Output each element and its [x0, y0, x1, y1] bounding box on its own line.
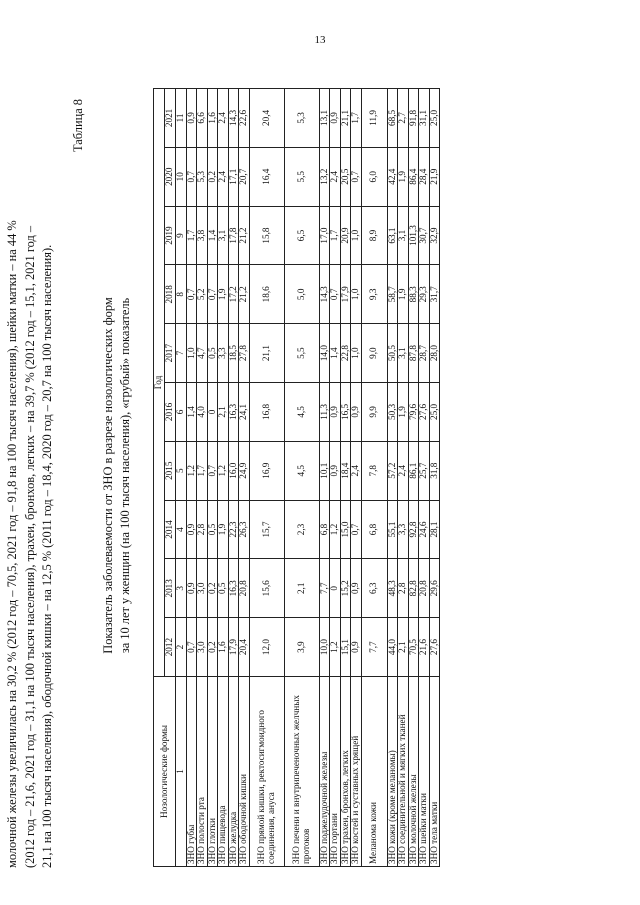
year-header: 2012 [165, 618, 176, 677]
value-cell: 88,3 [408, 265, 419, 324]
nosology-name: ЗНО шейки матки [419, 677, 430, 867]
table-body [186, 89, 440, 867]
value-cell: 7,7 [319, 559, 330, 618]
nosology-name: ЗНО печени и внутрипеченочных желчных протоков [284, 677, 319, 867]
value-cell: 0,9 [351, 559, 362, 618]
table-row [249, 89, 284, 867]
value-cell: 16,9 [249, 441, 284, 500]
year-header: 2016 [165, 383, 176, 442]
value-cell: 28,7 [419, 324, 430, 383]
index-cell: 11 [176, 89, 187, 148]
value-cell: 2,7 [398, 89, 409, 148]
table-row [419, 89, 430, 867]
value-cell: 20,5 [340, 147, 351, 206]
value-cell: 21,2 [239, 206, 250, 265]
value-cell: 20,8 [239, 559, 250, 618]
nosology-name: ЗНО полости рта [197, 677, 208, 867]
table-row [429, 89, 440, 867]
index-cell: 1 [176, 677, 187, 867]
year-header: 2015 [165, 441, 176, 500]
value-cell: 27,8 [239, 324, 250, 383]
value-cell: 18,6 [249, 265, 284, 324]
nosology-name: ЗНО прямой кишки, ректосигмоидного соединения, ануса [249, 677, 284, 867]
value-cell: 18,4 [340, 441, 351, 500]
index-cell: 5 [176, 441, 187, 500]
value-cell: 6,8 [319, 500, 330, 559]
index-cell: 2 [176, 618, 187, 677]
value-cell: 16,5 [340, 383, 351, 442]
caption-line: Показатель заболеваемости от ЗНО в разрезе нозологических форм [101, 297, 115, 654]
nosology-name: Меланома кожи [361, 677, 387, 867]
nosology-name: ЗНО ободочной кишки [239, 677, 250, 867]
value-cell: 2,3 [284, 500, 319, 559]
value-cell: 28,0 [429, 324, 440, 383]
value-cell: 91,8 [408, 89, 419, 148]
value-cell: 2,4 [330, 147, 341, 206]
value-cell: 3,1 [398, 324, 409, 383]
nosology-name: ЗНО соединительной и мягких тканей [398, 677, 409, 867]
table-row [218, 89, 229, 867]
value-cell: 27,6 [429, 618, 440, 677]
value-cell: 16,3 [228, 559, 239, 618]
value-cell: 2,1 [218, 383, 229, 442]
value-cell: 3,1 [398, 206, 409, 265]
value-cell: 25,0 [429, 89, 440, 148]
value-cell: 32,9 [429, 206, 440, 265]
paragraph-line: (2012 год – 21,6, 2021 год – 31,1 на 100 тысяч населения), трахеи, бронхов, легких – на 39,7 % (2012 год – 15,1, 2021 год – [22, 225, 37, 868]
value-cell: 1,4 [207, 206, 218, 265]
value-cell: 22,6 [239, 89, 250, 148]
value-cell: 5,3 [197, 147, 208, 206]
value-cell: 15,6 [249, 559, 284, 618]
column-header-forms: Нозологические формы [154, 677, 176, 867]
value-cell: 3,0 [197, 559, 208, 618]
value-cell: 14,3 [228, 89, 239, 148]
value-cell: 70,5 [408, 618, 419, 677]
page-number: 13 [314, 34, 326, 46]
value-cell: 0,7 [330, 265, 341, 324]
value-cell: 15,8 [249, 206, 284, 265]
table-row [319, 89, 330, 867]
value-cell: 7,8 [361, 441, 387, 500]
table-row [398, 89, 409, 867]
value-cell: 17,1 [228, 147, 239, 206]
index-row [176, 89, 187, 867]
column-header-year-group: Год [154, 89, 165, 677]
value-cell: 0,9 [330, 441, 341, 500]
value-cell: 18,5 [228, 324, 239, 383]
value-cell: 17,9 [228, 618, 239, 677]
value-cell: 0,7 [207, 265, 218, 324]
value-cell: 5,0 [284, 265, 319, 324]
nosology-name: ЗНО желудка [228, 677, 239, 867]
value-cell: 20,4 [239, 618, 250, 677]
value-cell: 31,7 [429, 265, 440, 324]
value-cell: 57,2 [387, 441, 398, 500]
nosology-name: ЗНО глотки [207, 677, 218, 867]
value-cell: 86,1 [408, 441, 419, 500]
value-cell: 2,8 [197, 500, 208, 559]
value-cell: 2,8 [398, 559, 409, 618]
value-cell: 1,6 [207, 89, 218, 148]
table-caption [100, 83, 134, 868]
value-cell: 11,3 [319, 383, 330, 442]
value-cell: 20,7 [239, 147, 250, 206]
value-cell: 3,1 [218, 206, 229, 265]
index-cell: 3 [176, 559, 187, 618]
value-cell: 27,6 [419, 383, 430, 442]
value-cell: 5,5 [284, 324, 319, 383]
value-cell: 16,3 [228, 383, 239, 442]
table-row [228, 89, 239, 867]
value-cell: 1,0 [351, 324, 362, 383]
value-cell: 1,2 [330, 500, 341, 559]
value-cell: 63,1 [387, 206, 398, 265]
value-cell: 29,6 [429, 559, 440, 618]
value-cell: 3,0 [197, 618, 208, 677]
value-cell: 17,0 [319, 206, 330, 265]
value-cell: 6,3 [361, 559, 387, 618]
value-cell: 1,7 [197, 441, 208, 500]
paragraph-line: молочной железы увеличилась на 30,2 % (2012 год – 70,5, 2021 год – 91,8 на 100 тысяч населения), шейки матки – на 44 % [5, 220, 19, 868]
value-cell: 0,7 [186, 265, 197, 324]
incidence-table [153, 88, 440, 867]
nosology-name: ЗНО губы [186, 677, 197, 867]
value-cell: 20,8 [419, 559, 430, 618]
value-cell: 9,9 [361, 383, 387, 442]
value-cell: 0,9 [186, 89, 197, 148]
value-cell: 28,4 [419, 147, 430, 206]
value-cell: 1,9 [398, 383, 409, 442]
value-cell: 15,0 [340, 500, 351, 559]
value-cell: 26,3 [239, 500, 250, 559]
nosology-name: ЗНО тела матки [429, 677, 440, 867]
table-row [239, 89, 250, 867]
value-cell: 17,8 [228, 206, 239, 265]
value-cell: 6,0 [361, 147, 387, 206]
value-cell: 101,3 [408, 206, 419, 265]
value-cell: 25,7 [419, 441, 430, 500]
table-row [330, 89, 341, 867]
value-cell: 5,2 [197, 265, 208, 324]
value-cell: 79,6 [408, 383, 419, 442]
value-cell: 2,4 [351, 441, 362, 500]
value-cell: 16,4 [249, 147, 284, 206]
index-cell: 8 [176, 265, 187, 324]
value-cell: 5,5 [284, 147, 319, 206]
table-row [340, 89, 351, 867]
value-cell: 21,1 [249, 324, 284, 383]
table-row [361, 89, 387, 867]
value-cell: 0,2 [207, 559, 218, 618]
value-cell: 30,7 [419, 206, 430, 265]
value-cell: 15,7 [249, 500, 284, 559]
value-cell: 9,3 [361, 265, 387, 324]
value-cell: 10,1 [319, 441, 330, 500]
value-cell: 1,9 [398, 147, 409, 206]
value-cell: 1,4 [330, 324, 341, 383]
value-cell: 92,8 [408, 500, 419, 559]
value-cell: 0,5 [207, 500, 218, 559]
year-header: 2018 [165, 265, 176, 324]
table-row [408, 89, 419, 867]
year-header: 2014 [165, 500, 176, 559]
index-cell: 7 [176, 324, 187, 383]
value-cell: 1,9 [218, 500, 229, 559]
index-cell: 9 [176, 206, 187, 265]
value-cell: 17,9 [340, 265, 351, 324]
table-number: Таблица 8 [71, 99, 85, 152]
nosology-name: ЗНО пищевода [218, 677, 229, 867]
value-cell: 6,5 [284, 206, 319, 265]
value-cell: 28,1 [429, 500, 440, 559]
paragraph-line: 21,1 на 100 тысяч населения), ободочной кишки – на 12,5 % (2011 год – 18,4, 2020 год – 20,7 на 100 тысяч населения). [40, 244, 54, 868]
value-cell: 22,3 [228, 500, 239, 559]
value-cell: 1,2 [186, 441, 197, 500]
value-cell: 0,7 [186, 618, 197, 677]
value-cell: 15,1 [340, 618, 351, 677]
value-cell: 1,7 [186, 206, 197, 265]
value-cell: 1,0 [351, 206, 362, 265]
value-cell: 15,2 [340, 559, 351, 618]
table-header-row [154, 89, 165, 867]
value-cell: 2,1 [398, 618, 409, 677]
value-cell: 29,3 [419, 265, 430, 324]
nosology-name: ЗНО кожи (кроме меланомы) [387, 677, 398, 867]
value-cell: 4,5 [284, 441, 319, 500]
value-cell: 0,9 [351, 618, 362, 677]
value-cell: 0,9 [186, 559, 197, 618]
value-cell: 86,4 [408, 147, 419, 206]
table-row [197, 89, 208, 867]
nosology-name: ЗНО трахеи, бронхов, легких [340, 677, 351, 867]
year-header: 2020 [165, 147, 176, 206]
value-cell: 55,1 [387, 500, 398, 559]
body-paragraph [4, 83, 57, 868]
value-cell: 0,9 [186, 500, 197, 559]
value-cell: 24,6 [419, 500, 430, 559]
rotated-content [0, 83, 640, 868]
value-cell: 1,9 [218, 265, 229, 324]
value-cell: 1,0 [351, 265, 362, 324]
value-cell: 2,1 [284, 559, 319, 618]
value-cell: 6,8 [361, 500, 387, 559]
value-cell: 8,9 [361, 206, 387, 265]
value-cell: 20,9 [340, 206, 351, 265]
value-cell: 3,8 [197, 206, 208, 265]
index-cell: 10 [176, 147, 187, 206]
value-cell: 5,3 [284, 89, 319, 148]
value-cell: 17,2 [228, 265, 239, 324]
value-cell: 9,0 [361, 324, 387, 383]
value-cell: 0,7 [351, 147, 362, 206]
value-cell: 1,4 [186, 383, 197, 442]
table-row [207, 89, 218, 867]
table-row [186, 89, 197, 867]
value-cell: 31,8 [429, 441, 440, 500]
value-cell: 25,0 [429, 383, 440, 442]
value-cell: 22,8 [340, 324, 351, 383]
value-cell: 6,6 [197, 89, 208, 148]
value-cell: 1,2 [218, 441, 229, 500]
value-cell: 44,0 [387, 618, 398, 677]
value-cell: 4,0 [197, 383, 208, 442]
caption-line: за 10 лет у женщин (на 100 тысяч населения), «грубый» показатель [118, 297, 132, 654]
value-cell: 50,3 [387, 383, 398, 442]
value-cell: 0,7 [207, 441, 218, 500]
value-cell: 0,9 [330, 383, 341, 442]
value-cell: 4,7 [197, 324, 208, 383]
value-cell: 82,8 [408, 559, 419, 618]
value-cell: 0,9 [351, 383, 362, 442]
value-cell: 16,8 [249, 383, 284, 442]
value-cell: 2,4 [218, 147, 229, 206]
value-cell: 2,4 [218, 89, 229, 148]
nosology-name: ЗНО гортани [330, 677, 341, 867]
value-cell: 42,4 [387, 147, 398, 206]
year-header: 2021 [165, 89, 176, 148]
value-cell: 68,5 [387, 89, 398, 148]
nosology-name: ЗНО костей и суставных хрящей [351, 677, 362, 867]
value-cell: 24,1 [239, 383, 250, 442]
value-cell: 14,3 [319, 265, 330, 324]
value-cell: 1,0 [186, 324, 197, 383]
value-cell: 20,4 [249, 89, 284, 148]
value-cell: 0,7 [186, 147, 197, 206]
table-row [351, 89, 362, 867]
value-cell: 14,0 [319, 324, 330, 383]
value-cell: 21,9 [429, 147, 440, 206]
value-cell: 13,1 [319, 89, 330, 148]
value-cell: 1,7 [330, 206, 341, 265]
value-cell: 13,2 [319, 147, 330, 206]
value-cell: 58,7 [387, 265, 398, 324]
value-cell: 11,9 [361, 89, 387, 148]
value-cell: 0 [207, 383, 218, 442]
value-cell: 1,7 [351, 89, 362, 148]
value-cell: 31,1 [419, 89, 430, 148]
value-cell: 7,7 [361, 618, 387, 677]
value-cell: 3,3 [218, 324, 229, 383]
value-cell: 0,2 [207, 618, 218, 677]
value-cell: 0,9 [330, 89, 341, 148]
value-cell: 1,2 [330, 618, 341, 677]
index-cell: 4 [176, 500, 187, 559]
table-row [387, 89, 398, 867]
value-cell: 50,5 [387, 324, 398, 383]
value-cell: 21,6 [419, 618, 430, 677]
value-cell: 0,5 [207, 324, 218, 383]
value-cell: 16,0 [228, 441, 239, 500]
value-cell: 0 [330, 559, 341, 618]
table-row [284, 89, 319, 867]
value-cell: 48,3 [387, 559, 398, 618]
value-cell: 0,5 [218, 559, 229, 618]
value-cell: 4,5 [284, 383, 319, 442]
value-cell: 0,7 [351, 500, 362, 559]
nosology-name: ЗНО молочной железы [408, 677, 419, 867]
value-cell: 1,6 [218, 618, 229, 677]
value-cell: 24,9 [239, 441, 250, 500]
value-cell: 87,8 [408, 324, 419, 383]
value-cell: 3,9 [284, 618, 319, 677]
value-cell: 12,0 [249, 618, 284, 677]
value-cell: 3,3 [398, 500, 409, 559]
year-header: 2017 [165, 324, 176, 383]
value-cell: 21,2 [239, 265, 250, 324]
value-cell: 2,4 [398, 441, 409, 500]
value-cell: 1,9 [398, 265, 409, 324]
value-cell: 10,0 [319, 618, 330, 677]
index-cell: 6 [176, 383, 187, 442]
nosology-name: ЗНО поджелудочной железы [319, 677, 330, 867]
year-header: 2019 [165, 206, 176, 265]
value-cell: 21,1 [340, 89, 351, 148]
year-header: 2013 [165, 559, 176, 618]
value-cell: 0,2 [207, 147, 218, 206]
